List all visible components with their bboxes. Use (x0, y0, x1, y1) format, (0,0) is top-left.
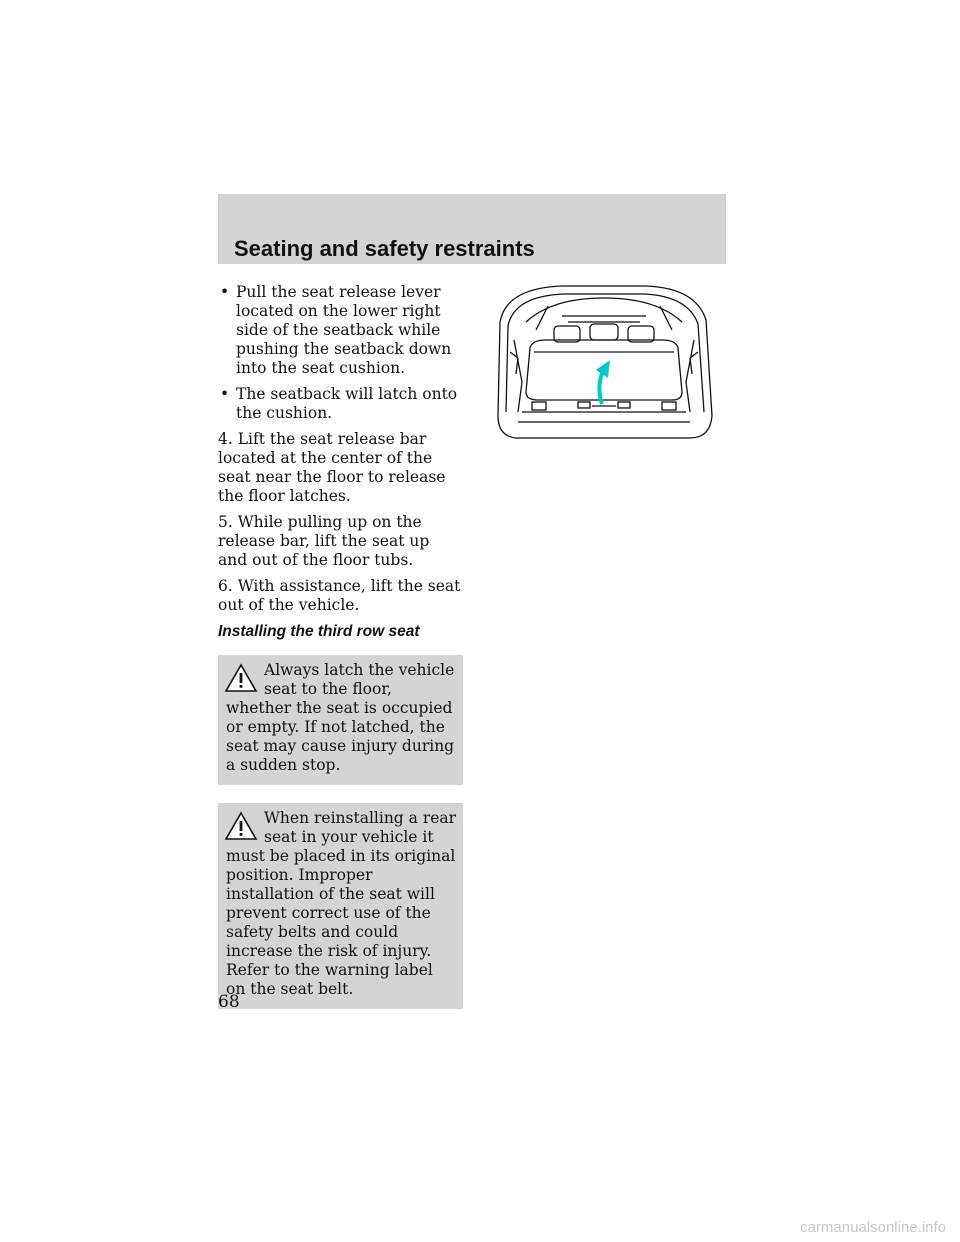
bullet-text: The seatback will latch onto the cushion. (236, 385, 458, 422)
step-4: 4. Lift the seat release bar located at the center of the seat near the floor to release the floor latches. (218, 430, 446, 505)
step-5: 5. While pulling up on the release bar, lift the seat up and out of the floor tubs. (218, 513, 430, 569)
section-title: Seating and safety restraints (234, 236, 535, 261)
section-header-band (218, 194, 726, 264)
bullet-dot: • (220, 283, 230, 301)
page-number: 68 (218, 992, 240, 1012)
main-text-column (218, 283, 463, 1027)
warning-box (218, 803, 463, 1009)
bullet-dot: • (220, 385, 230, 403)
warning-text: When reinstalling a rear seat in your vehicle it must be placed in its original position. Improper installation of the seat will prevent correct use of the safety belts and could increase the risk of injury. Refer to the warning label on the seat belt. (226, 809, 457, 998)
bullet-text: Pull the seat release lever located on the lower right side of the seatback while pushing the seatback down into the seat cushion. (236, 283, 452, 377)
bullet-item (218, 283, 463, 378)
warning-triangle-icon (224, 663, 258, 693)
warning-box (218, 655, 463, 785)
cargo-area-illustration (492, 282, 716, 442)
warning-text: Always latch the vehicle seat to the floor, whether the seat is occupied or empty. If not latched, the seat may cause injury during a sudden stop. (226, 661, 455, 774)
warning-triangle-icon (224, 811, 258, 841)
subheading: Installing the third row seat (218, 623, 420, 640)
step-6: 6. With assistance, lift the seat out of the vehicle. (218, 577, 461, 614)
watermark: carmanualsonline.info (800, 1219, 946, 1236)
bullet-item (218, 385, 463, 423)
